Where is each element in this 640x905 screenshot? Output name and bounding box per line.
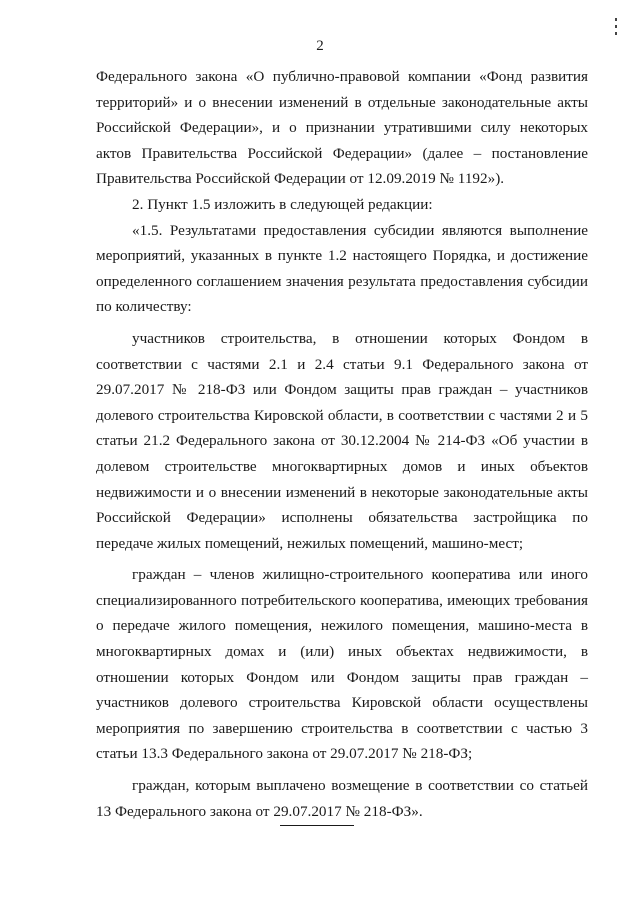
end-rule <box>280 825 354 826</box>
paragraph-clause-1-5: «1.5. Результатами предоставления субсидии являются выполнение мероприятий, указанных в пункте 1.2 настоящего Порядка, и достижение определенного соглашением значения результата предоставления субсидии по количеству: <box>96 221 588 316</box>
paragraph-continuation: Федерального закона «О публично-правовой компании «Фонд развития территорий» и о внесении изменений в отдельные законодательные акты Российской Федерации», и о признании утратившими силу некоторых актов Правительства Российской Федерации» (далее – постановление Правительства Российской Федерации от 12.09.2019 № 1192»). <box>96 68 588 188</box>
paragraph-participants: участников строительства, в отношении которых Фондом в соответствии с частями 2.1 и 2.4 статьи 9.1 Федерального закона от 29.07.2017 № 218-ФЗ или Фондом защиты прав граждан – участников долевого строительства Кировской области, в соответствии с частями 2 и 5 статьи 21.2 Федерального закона от 30.12.2004 № 214-ФЗ «Об участии в долевом строительстве многоквартирных домов и иных объектов недвижимости и о внесении изменений в некоторые законодательные акты Российской Федерации» исполнены обязательства застройщика по передаче жилых помещений, нежилых помещений, машино-мест; <box>96 329 588 552</box>
paragraph-compensation: граждан, которым выплачено возмещение в соответствии со статьей 13 Федерального закона от 29.07.2017 № 218-ФЗ». <box>96 777 588 820</box>
paragraph-cooperative-members: граждан – членов жилищно-строительного кооператива или иного специализированного потребительского кооператива, имеющих требования о передаче жилого помещения, нежилого помещения, машино-места в многоквартирных домах и (или) иных объектах недвижимости, в отношении которых Фондом или Фондом защиты прав граждан – участников долевого строительства Кировской области осуществлены мероприятия по завершению строительства в соответствии с частью 3 статьи 13.3 Федерального закона от 29.07.2017 № 218-ФЗ; <box>96 566 588 763</box>
page-number: 2 <box>316 38 324 54</box>
document-body <box>96 64 588 824</box>
paragraph-amendment-item: 2. Пункт 1.5 изложить в следующей редакции: <box>132 195 433 213</box>
